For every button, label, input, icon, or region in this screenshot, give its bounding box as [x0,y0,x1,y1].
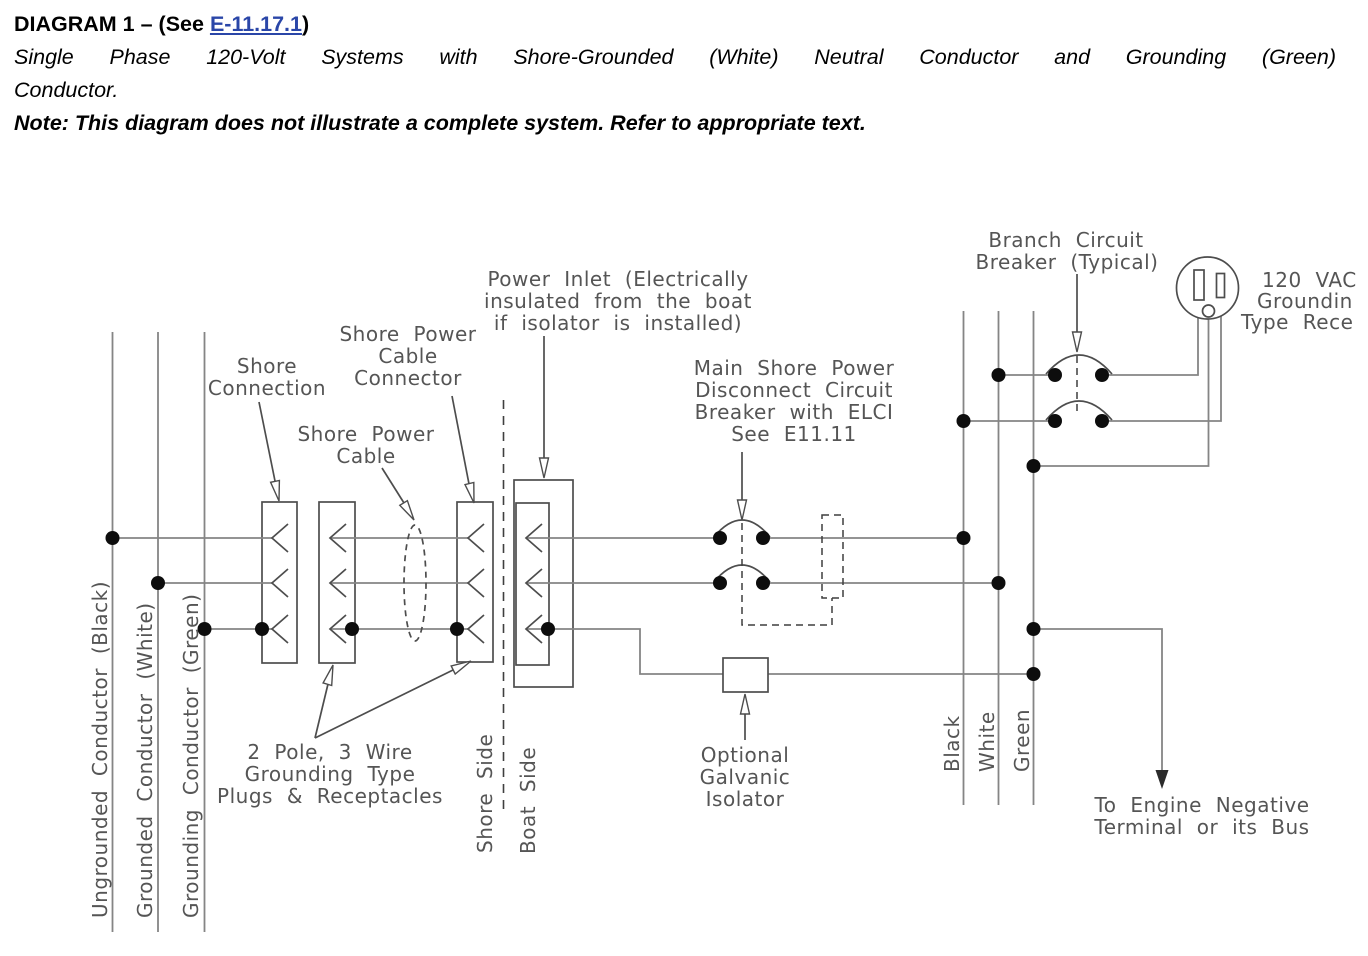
diagram-subtitle-line1: Single Phase 120-Volt Systems with Shore-Grounded (White) Neutral Conductor and Grounding (Green) [14,45,1336,69]
galvanic-isolator-label: Optional [700,743,790,767]
engine-negative-label: To Engine Negative [1094,793,1310,817]
svg-text:Breaker (Typical): Breaker (Typical) [975,250,1159,274]
shore-connection-label: Shore [236,354,298,378]
svg-text:Plugs & Receptacles: Plugs & Receptacles [217,784,443,808]
svg-text:Groundin: Groundin [1257,289,1353,313]
bus-white-label: White [975,711,999,772]
junction-dots [106,368,1110,681]
boat-side-label: Boat Side [516,746,540,854]
engine-negative-arrow [1156,770,1169,789]
svg-text:Grounding Type: Grounding Type [244,762,416,786]
svg-text:Disconnect Circuit: Disconnect Circuit [695,378,893,402]
title-suffix: ) [301,12,310,36]
diagram-note: Note: This diagram does not illustrate a complete system. Refer to appropriate text. [14,111,866,135]
svg-text:insulated from the boat: insulated from the boat [484,289,752,313]
plugs-receptacles-label: 2 Pole, 3 Wire [247,740,413,764]
title-prefix: DIAGRAM 1 – (See [14,12,210,36]
grounded-conductor-label: Grounded Conductor (White) [133,602,157,918]
reference-link[interactable]: E-11.17.1 [209,12,302,36]
receptacle-symbol [1177,257,1239,319]
power-inlet-label: Power Inlet (Electrically [487,267,749,291]
svg-text:Type Rece: Type Rece [1241,310,1354,334]
svg-text:Cable: Cable [378,344,438,368]
svg-text:Isolator: Isolator [705,787,785,811]
branch-breaker-label: Branch Circuit [988,228,1144,252]
svg-text:See E11.11: See E11.11 [731,422,857,446]
main-disconnect-breaker-symbol [714,515,843,625]
svg-text:Terminal or its Bus: Terminal or its Bus [1094,815,1310,839]
cable-connector-box [457,502,493,662]
diagram-subtitle-line2: Conductor. [14,78,119,102]
svg-text:if isolator is installed): if isolator is installed) [493,311,743,335]
main-breaker-label: Main Shore Power [693,356,895,380]
svg-text:Galvanic: Galvanic [699,765,791,789]
branch-breaker-symbol [1046,355,1112,420]
galvanic-isolator-box [723,658,768,692]
svg-text:Cable: Cable [336,444,396,468]
receptacle-label: 120 VAC [1262,268,1357,292]
grounding-conductor-label: Grounding Conductor (Green) [179,593,203,918]
ungrounded-conductor-label: Ungrounded Conductor (Black) [88,580,112,918]
shore-power-cable-connector-label: Shore Power [339,322,477,346]
svg-text:Breaker with ELCI: Breaker with ELCI [694,400,894,424]
svg-text:Connector: Connector [354,366,462,390]
bus-black-label: Black [940,715,964,772]
bus-green-label: Green [1010,708,1034,772]
shore-side-label: Shore Side [473,733,497,853]
svg-text:Connection: Connection [207,376,327,400]
shore-power-cable-label: Shore Power [297,422,435,446]
